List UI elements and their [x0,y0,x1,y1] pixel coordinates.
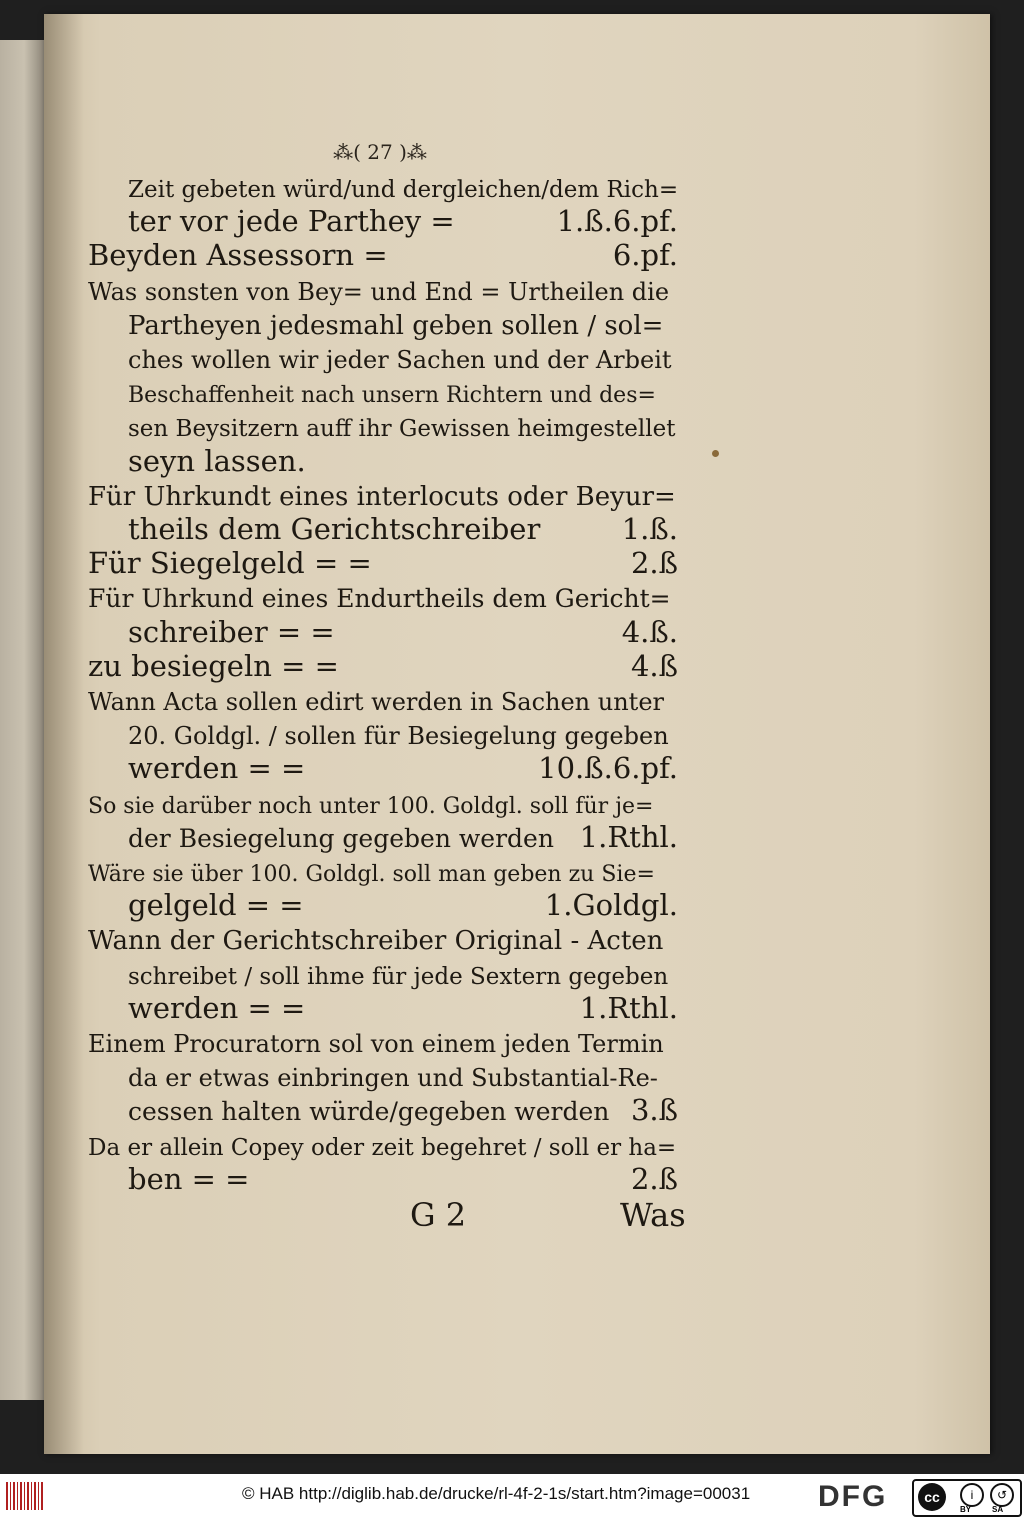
copyright-credit[interactable]: © HAB http://diglib.hab.de/drucke/rl-4f-2-1s/start.htm?image=00031 [242,1484,751,1503]
line-text: ches wollen wir jeder Sachen und der Arbeit [128,346,672,374]
line-text: Zeit gebeten würd/und dergleichen/dem Rich= [128,177,679,203]
sa-label: SA [992,1505,1004,1514]
dfg-logo: DFG [818,1480,888,1513]
text-line [88,1025,678,1059]
text-line [128,512,678,546]
catchword: Was [620,1196,686,1234]
line-text: der Besiegelung gegeben werden [128,823,554,853]
fee-amount: 2.ß [630,1161,678,1196]
fee-amount: 1.Rthl. [579,819,678,854]
line-text: Für Siegelgeld = = [88,546,372,581]
line-text: da er etwas einbringen und Substantial-Re- [128,1064,658,1093]
text-line [128,409,678,443]
line-text: sen Beysitzern auff ihr Gewissen heimgestellet [128,416,676,443]
by-label: BY [960,1505,972,1514]
previous-page-edge [0,40,44,1400]
page-number-header: ⁂( 27 )⁂ [333,140,427,164]
text-line [88,273,678,307]
line-text: Da er allein Copey oder zeit begehret / soll er ha= [88,1134,677,1161]
fee-amount: 1.Rthl. [579,990,678,1025]
line-text: schreiber = = [128,614,335,649]
paper-stain [712,450,719,457]
line-text: seyn lassen. [128,443,306,478]
fee-amount: 1.Goldgl. [544,888,678,923]
line-text: schreibet / soll ihme für jede Sextern gegeben [128,963,669,990]
text-line [128,204,678,238]
text-line [88,649,678,683]
line-text: werden = = [128,751,306,786]
fee-amount: 1.ß.6.pf. [556,204,678,239]
cc-license-badge[interactable] [912,1479,1022,1517]
text-line [88,1128,678,1162]
text-line [88,238,678,272]
line-text: zu besiegeln = = [88,648,339,683]
fee-amount: 4.ß. [621,614,678,649]
line-text: Beyden Assessorn = [88,238,388,273]
fee-amount: 3.ß [630,1093,678,1128]
text-line [128,888,678,922]
text-line [128,615,678,649]
line-text: Wann der Gerichtschreiber Original - Acten [88,926,664,957]
line-text: cessen halten würde/gegeben werden [128,1097,610,1127]
line-text: gelgeld = = [128,888,304,923]
text-line [128,1162,678,1196]
line-text: werden = = [128,990,306,1025]
sa-icon: ↺ [990,1483,1014,1507]
line-text: Wann Acta sollen edirt werden in Sachen unter [88,688,664,716]
text-line [88,478,678,512]
line-text: So sie darüber noch unter 100. Goldgl. soll für je= [88,793,654,819]
text-line [88,786,678,820]
text-line [88,580,678,614]
text-line [128,991,678,1025]
line-text: Partheyen jedesmahl geben sollen / sol= [128,310,664,341]
text-line [128,1059,678,1093]
line-text: 20. Goldgl. / sollen für Besiegelung gegeben [128,722,669,751]
fee-amount: 6.pf. [612,238,678,273]
line-text: theils dem Gerichtschreiber [128,512,541,546]
fee-amount: 4.ß [630,648,678,683]
viewer-footer [0,1474,1024,1518]
text-line [128,341,678,375]
gutter-shadow [44,14,84,1454]
line-text: Für Uhrkund eines Endurtheils dem Gericht= [88,584,671,614]
page-body [88,170,678,1200]
line-text: Einem Procuratorn sol von einem jeden Termin [88,1030,664,1058]
text-line [128,717,678,751]
line-text: Für Uhrkundt eines interlocuts oder Beyur= [88,481,676,512]
text-line [88,546,678,580]
fee-amount: 10.ß.6.pf. [538,751,678,786]
fee-amount: 1.ß. [621,512,678,546]
text-line [128,444,678,478]
text-line [128,751,678,785]
line-text: ben = = [128,1161,250,1196]
fee-amount: 2.ß [630,546,678,581]
text-line [88,683,678,717]
text-line [88,922,678,956]
line-text: Was sonsten von Bey= und End = Urtheilen die [88,277,670,306]
line-text: Wäre sie über 100. Goldgl. soll man geben zu Sie= [88,862,655,887]
cc-icon: cc [918,1483,946,1511]
line-text: ter vor jede Parthey = [128,204,455,239]
library-logo [6,1482,44,1510]
text-line [128,170,678,204]
text-line [128,375,678,409]
text-line [88,854,678,888]
text-line [128,307,678,341]
text-line [128,820,678,854]
by-icon: i [960,1483,984,1507]
line-text: Beschaffenheit nach unsern Richtern und des= [128,383,656,409]
text-line [128,1093,678,1127]
text-line [128,957,678,991]
signature-mark: G 2 [410,1196,467,1234]
